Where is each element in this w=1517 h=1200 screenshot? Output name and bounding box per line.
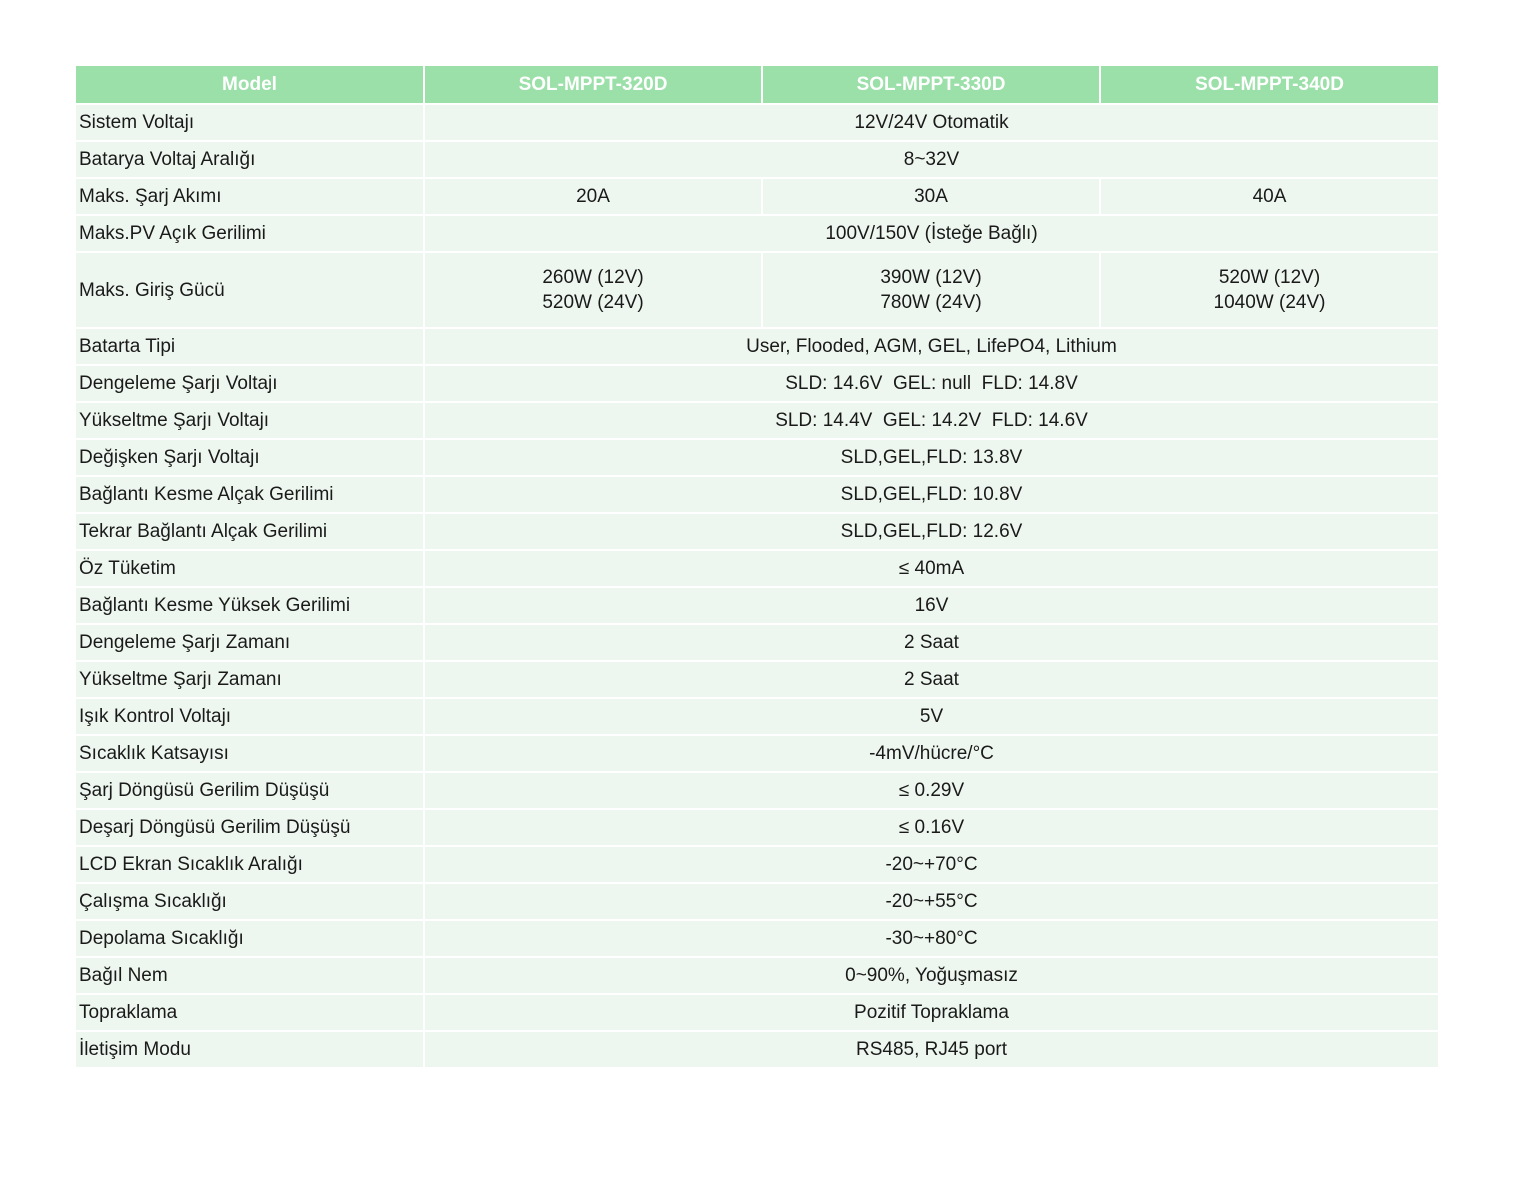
table-row: [76, 920, 1438, 957]
row-label: Topraklama: [76, 994, 424, 1031]
row-label: Öz Tüketim: [76, 550, 424, 587]
table-row: [76, 550, 1438, 587]
row-value: -30~+80°C: [424, 920, 1438, 957]
row-label: Maks. Giriş Gücü: [76, 252, 424, 328]
header-model-320d: SOL-MPPT-320D: [424, 66, 762, 104]
power-12v: 390W (12V): [880, 267, 982, 288]
row-value: Pozitif Topraklama: [424, 994, 1438, 1031]
row-label: Yükseltme Şarjı Voltajı: [76, 402, 424, 439]
power-12v: 260W (12V): [542, 267, 644, 288]
row-label: İletişim Modu: [76, 1031, 424, 1067]
row-label: Sistem Voltajı: [76, 104, 424, 141]
row-value: 16V: [424, 587, 1438, 624]
row-value: ≤ 40mA: [424, 550, 1438, 587]
table-row: [76, 772, 1438, 809]
row-value: 0~90%, Yoğuşmasız: [424, 957, 1438, 994]
spec-table: [76, 66, 1438, 1067]
table-row: [76, 476, 1438, 513]
row-label: LCD Ekran Sıcaklık Aralığı: [76, 846, 424, 883]
row-value: 2 Saat: [424, 661, 1438, 698]
table-row: [76, 513, 1438, 550]
row-label: Deşarj Döngüsü Gerilim Düşüşü: [76, 809, 424, 846]
table-row: [76, 215, 1438, 252]
row-value: SLD: 14.6V GEL: null FLD: 14.8V: [424, 365, 1438, 402]
row-label: Maks. Şarj Akımı: [76, 178, 424, 215]
table-row: [76, 883, 1438, 920]
row-value: 5V: [424, 698, 1438, 735]
row-label: Bağlantı Kesme Yüksek Gerilimi: [76, 587, 424, 624]
header-model-340d: SOL-MPPT-340D: [1100, 66, 1438, 104]
row-value: User, Flooded, AGM, GEL, LifePO4, Lithium: [424, 328, 1438, 365]
row-label: Maks.PV Açık Gerilimi: [76, 215, 424, 252]
row-label: Sıcaklık Katsayısı: [76, 735, 424, 772]
row-value: -20~+70°C: [424, 846, 1438, 883]
row-value-340d: 40A: [1100, 178, 1438, 215]
table-row: [76, 624, 1438, 661]
table-row: [76, 178, 1438, 215]
row-value: SLD,GEL,FLD: 13.8V: [424, 439, 1438, 476]
table-row: [76, 994, 1438, 1031]
row-label: Şarj Döngüsü Gerilim Düşüşü: [76, 772, 424, 809]
row-label: Batarya Voltaj Aralığı: [76, 141, 424, 178]
power-24v: 780W (24V): [880, 292, 982, 313]
table-row: [76, 365, 1438, 402]
row-value: RS485, RJ45 port: [424, 1031, 1438, 1067]
row-value: SLD,GEL,FLD: 10.8V: [424, 476, 1438, 513]
row-label: Tekrar Bağlantı Alçak Gerilimi: [76, 513, 424, 550]
table-row: [76, 735, 1438, 772]
row-value-320d: [424, 252, 762, 328]
row-value: 2 Saat: [424, 624, 1438, 661]
power-24v: 1040W (24V): [1213, 292, 1326, 313]
row-label: Değişken Şarjı Voltajı: [76, 439, 424, 476]
row-value: -4mV/hücre/°C: [424, 735, 1438, 772]
table-row: [76, 402, 1438, 439]
row-label: Batarta Tipi: [76, 328, 424, 365]
table-row: [76, 104, 1438, 141]
row-value-320d: 20A: [424, 178, 762, 215]
table-row: [76, 1031, 1438, 1067]
row-label: Çalışma Sıcaklığı: [76, 883, 424, 920]
table-row: [76, 141, 1438, 178]
table-row: [76, 252, 1438, 328]
row-value: 12V/24V Otomatik: [424, 104, 1438, 141]
row-label: Yükseltme Şarjı Zamanı: [76, 661, 424, 698]
row-value: ≤ 0.16V: [424, 809, 1438, 846]
row-label: Bağıl Nem: [76, 957, 424, 994]
table-row: [76, 661, 1438, 698]
row-value-330d: [762, 252, 1100, 328]
row-label: Depolama Sıcaklığı: [76, 920, 424, 957]
row-value: SLD,GEL,FLD: 12.6V: [424, 513, 1438, 550]
row-value: 8~32V: [424, 141, 1438, 178]
table-row: [76, 957, 1438, 994]
header-row: [76, 66, 1438, 104]
row-label: Dengeleme Şarjı Voltajı: [76, 365, 424, 402]
row-value-330d: 30A: [762, 178, 1100, 215]
row-label: Işık Kontrol Voltajı: [76, 698, 424, 735]
row-value: 100V/150V (İsteğe Bağlı): [424, 215, 1438, 252]
row-value: -20~+55°C: [424, 883, 1438, 920]
row-value-340d: [1100, 252, 1438, 328]
table-row: [76, 439, 1438, 476]
table-row: [76, 328, 1438, 365]
row-label: Bağlantı Kesme Alçak Gerilimi: [76, 476, 424, 513]
row-value: SLD: 14.4V GEL: 14.2V FLD: 14.6V: [424, 402, 1438, 439]
header-model-330d: SOL-MPPT-330D: [762, 66, 1100, 104]
table-row: [76, 846, 1438, 883]
row-label: Dengeleme Şarjı Zamanı: [76, 624, 424, 661]
header-label: Model: [76, 66, 424, 104]
row-value: ≤ 0.29V: [424, 772, 1438, 809]
table-row: [76, 809, 1438, 846]
table-row: [76, 587, 1438, 624]
power-12v: 520W (12V): [1218, 267, 1321, 288]
power-24v: 520W (24V): [542, 292, 644, 313]
table-row: [76, 698, 1438, 735]
